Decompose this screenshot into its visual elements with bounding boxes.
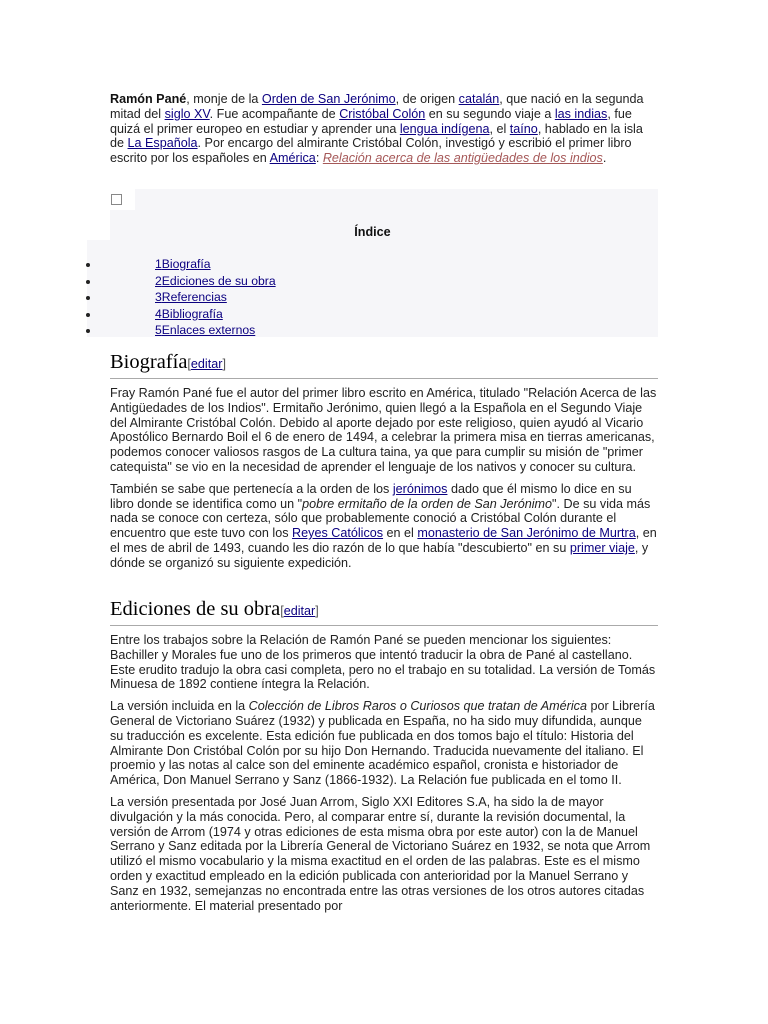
emphasis: pobre ermitaño de la orden de San Jerónimo xyxy=(302,496,553,511)
link-reyes-catolicos[interactable]: Reyes Católicos xyxy=(292,526,384,541)
bracket: [ xyxy=(280,604,284,618)
link-relacion-acerca[interactable]: Relación acerca de las antigüedades de los indios xyxy=(322,151,603,166)
edit-link[interactable]: editar xyxy=(190,357,223,371)
text-span: : xyxy=(315,151,323,166)
section-ediciones xyxy=(110,597,658,920)
bracket: ] xyxy=(315,604,319,618)
link-jeronimos[interactable]: jerónimos xyxy=(392,481,448,496)
bullet-icon xyxy=(86,263,90,267)
text-span: en su segundo viaje a xyxy=(425,106,555,121)
text-span: También se sabe que pertenecía a la orden de los xyxy=(110,481,393,496)
paragraph: Fray Ramón Pané fue el autor del primer libro escrito en América, titulado "Relación Acerca de las Antigüedades de los Indios". Ermitaño Jerónimo, quien llegó a la Española en el Segundo Viaje del Almirante Cristóbal Colón. Debido al aporte dejado por este religioso, quien ayudó al Vicario Apostólico Bernardo Boil el 6 de enero de 1494, a celebrar la primera misa en tierras americanas, podemos conocer valiosos rasgos de La cultura taina, ya que para cumplir su misión de "primer catequista" se vio en la necesidad de aprender el lenguaje de los nativos y conocer su cultura. xyxy=(110,386,657,474)
text-span: , el xyxy=(489,121,510,136)
text-span: , que nació en la segunda mitad del xyxy=(110,92,644,121)
link-la-espanola[interactable]: La Española xyxy=(127,136,198,151)
toc-link-ediciones[interactable] xyxy=(155,273,276,289)
toc-label: Bibliografía xyxy=(161,306,223,321)
text-span: , monje de la xyxy=(186,92,262,106)
text-span: , en el mes de abril de 1493, cuando les dio razón de lo que había "descubierto" en su xyxy=(110,526,657,555)
section-heading xyxy=(110,350,658,379)
edit-link[interactable]: editar xyxy=(283,604,316,618)
table-of-contents xyxy=(87,189,658,337)
link-las-indias[interactable]: las indias xyxy=(554,106,608,121)
bullet-icon xyxy=(86,329,90,333)
toc-link-biografia[interactable] xyxy=(155,256,211,272)
paragraph: La versión presentada por José Juan Arrom, Siglo XXI Editores S.A, ha sido la de mayor divulgación y la más conocida. Pero, al comparar entre sí, durante la revisión documental, la versión de Arrom (1974 y otras ediciones de esta misma obra por este autor) con la de Manuel Serrano y Sanz editada por la Librería General de Victoriano Suárez en 1932, se nota que Arrom utilizó el mismo vocabulario y la misma exactitud en el orden de las palabras. Este es el mismo orden y exactitud empleado en la edición publicada con anterioridad por la Manuel Serrano y Sanz en 1932, semejanzas no encontrada entre las otras versiones de los otros autores citadas anteriormente. El material presentado por xyxy=(110,794,651,913)
link-america[interactable]: América xyxy=(269,151,316,166)
emphasis: Colección de Libros Raros o Curiosos que tratan de América xyxy=(248,699,587,714)
bullet-icon xyxy=(86,280,90,284)
link-primer-viaje[interactable]: primer viaje xyxy=(569,540,635,555)
toc-number: 1 xyxy=(155,257,162,271)
toc-label: Ediciones de su obra xyxy=(161,273,276,288)
toc-number: 4 xyxy=(155,306,162,321)
bullet-icon xyxy=(86,313,90,317)
edit-section xyxy=(280,604,319,618)
link-cristobal-colon[interactable]: Cristóbal Colón xyxy=(339,106,426,121)
link-monasterio[interactable]: monasterio de San Jerónimo de Murtra xyxy=(417,526,636,541)
heading-text: Biografía xyxy=(110,351,188,373)
toc-title: Índice xyxy=(354,225,391,239)
text-span: La versión incluida en la xyxy=(110,699,249,714)
text-span: , y dónde se organizó su siguiente expedición. xyxy=(110,540,649,570)
toc-number: 5 xyxy=(155,323,162,337)
intro-text xyxy=(110,92,658,166)
intro-paragraph xyxy=(110,92,658,173)
link-taino[interactable]: taíno xyxy=(509,121,538,136)
article-subject: Ramón Pané xyxy=(110,92,187,106)
toc-toggle-checkbox[interactable] xyxy=(111,194,122,205)
text-span: . Fue acompañante de xyxy=(209,106,340,121)
section-heading xyxy=(110,597,658,626)
toc-label: Enlaces externos xyxy=(161,323,256,337)
text-span: . xyxy=(602,151,607,166)
text-span: ". De su vida más nada se conoce con certeza, sólo que probablemente conoció a Cristóbal Colón durante el encuentro que este tuvo con los xyxy=(110,496,651,541)
link-lengua-indigena[interactable]: lengua indígena xyxy=(399,121,490,136)
text-span: , hablado en la isla de xyxy=(110,121,643,151)
toc-link-bibliografia[interactable] xyxy=(155,306,223,322)
text-span: dado que él mismo lo dice en su libro donde se identifica como un " xyxy=(110,481,632,511)
link-orden-san-jeronimo[interactable]: Orden de San Jerónimo xyxy=(261,92,396,106)
heading-text: Ediciones de su obra xyxy=(110,598,281,620)
toc-number: 3 xyxy=(155,290,162,304)
text-span: , de origen xyxy=(395,92,459,106)
toc-label: Referencias xyxy=(161,290,227,304)
text-span: por Librería General de Victoriano Suárez (1932) y publicada en España, no ha sido muy difundida, aunque su traducción es excelente. Esta edición fue publicada en dos tomos bajo el título: Historia del Almirante Don Cristóbal Colón por su hijo Don Hernando. Traducida nuevamente del italiano. El proemio y las notas al calce son del eminente académico español, cronista e historiador de América, Don Manuel Serrano y Sanz (1866-1932). La Relación fue publicada en el tomo II. xyxy=(110,699,655,788)
toc-number: 2 xyxy=(155,273,162,288)
toc-link-enlaces[interactable] xyxy=(155,322,255,338)
paragraph xyxy=(110,699,658,788)
bracket: [ xyxy=(187,357,191,371)
text-span: . Por encargo del almirante Cristóbal Colón, investigó y escribió el primer libro escrito por los españoles en xyxy=(110,136,632,166)
paragraph: Entre los trabajos sobre la Relación de Ramón Pané se pueden mencionar los siguientes: Bachiller y Morales fue uno de los primeros que intentó traducir la obra de Pané al castellano. Este erudito tradujo la obra casi completa, pero no el trabajo en su totalidad. La versión de Tomás Minuesa de 1892 contiene íntegra la Relación. xyxy=(110,633,656,692)
bullet-icon xyxy=(86,296,90,300)
edit-section xyxy=(187,357,226,371)
text-span: en el xyxy=(383,526,418,541)
paragraph xyxy=(110,482,658,571)
bracket: ] xyxy=(222,357,226,371)
text-span: , fue quizá el primer europeo en estudiar y aprender una xyxy=(110,106,632,136)
section-biografia xyxy=(110,350,658,578)
toc-link-referencias[interactable] xyxy=(155,289,227,305)
toc-label: Biografía xyxy=(161,257,211,271)
link-siglo-xv[interactable]: siglo XV xyxy=(164,106,210,121)
link-catalan[interactable]: catalán xyxy=(458,92,500,106)
